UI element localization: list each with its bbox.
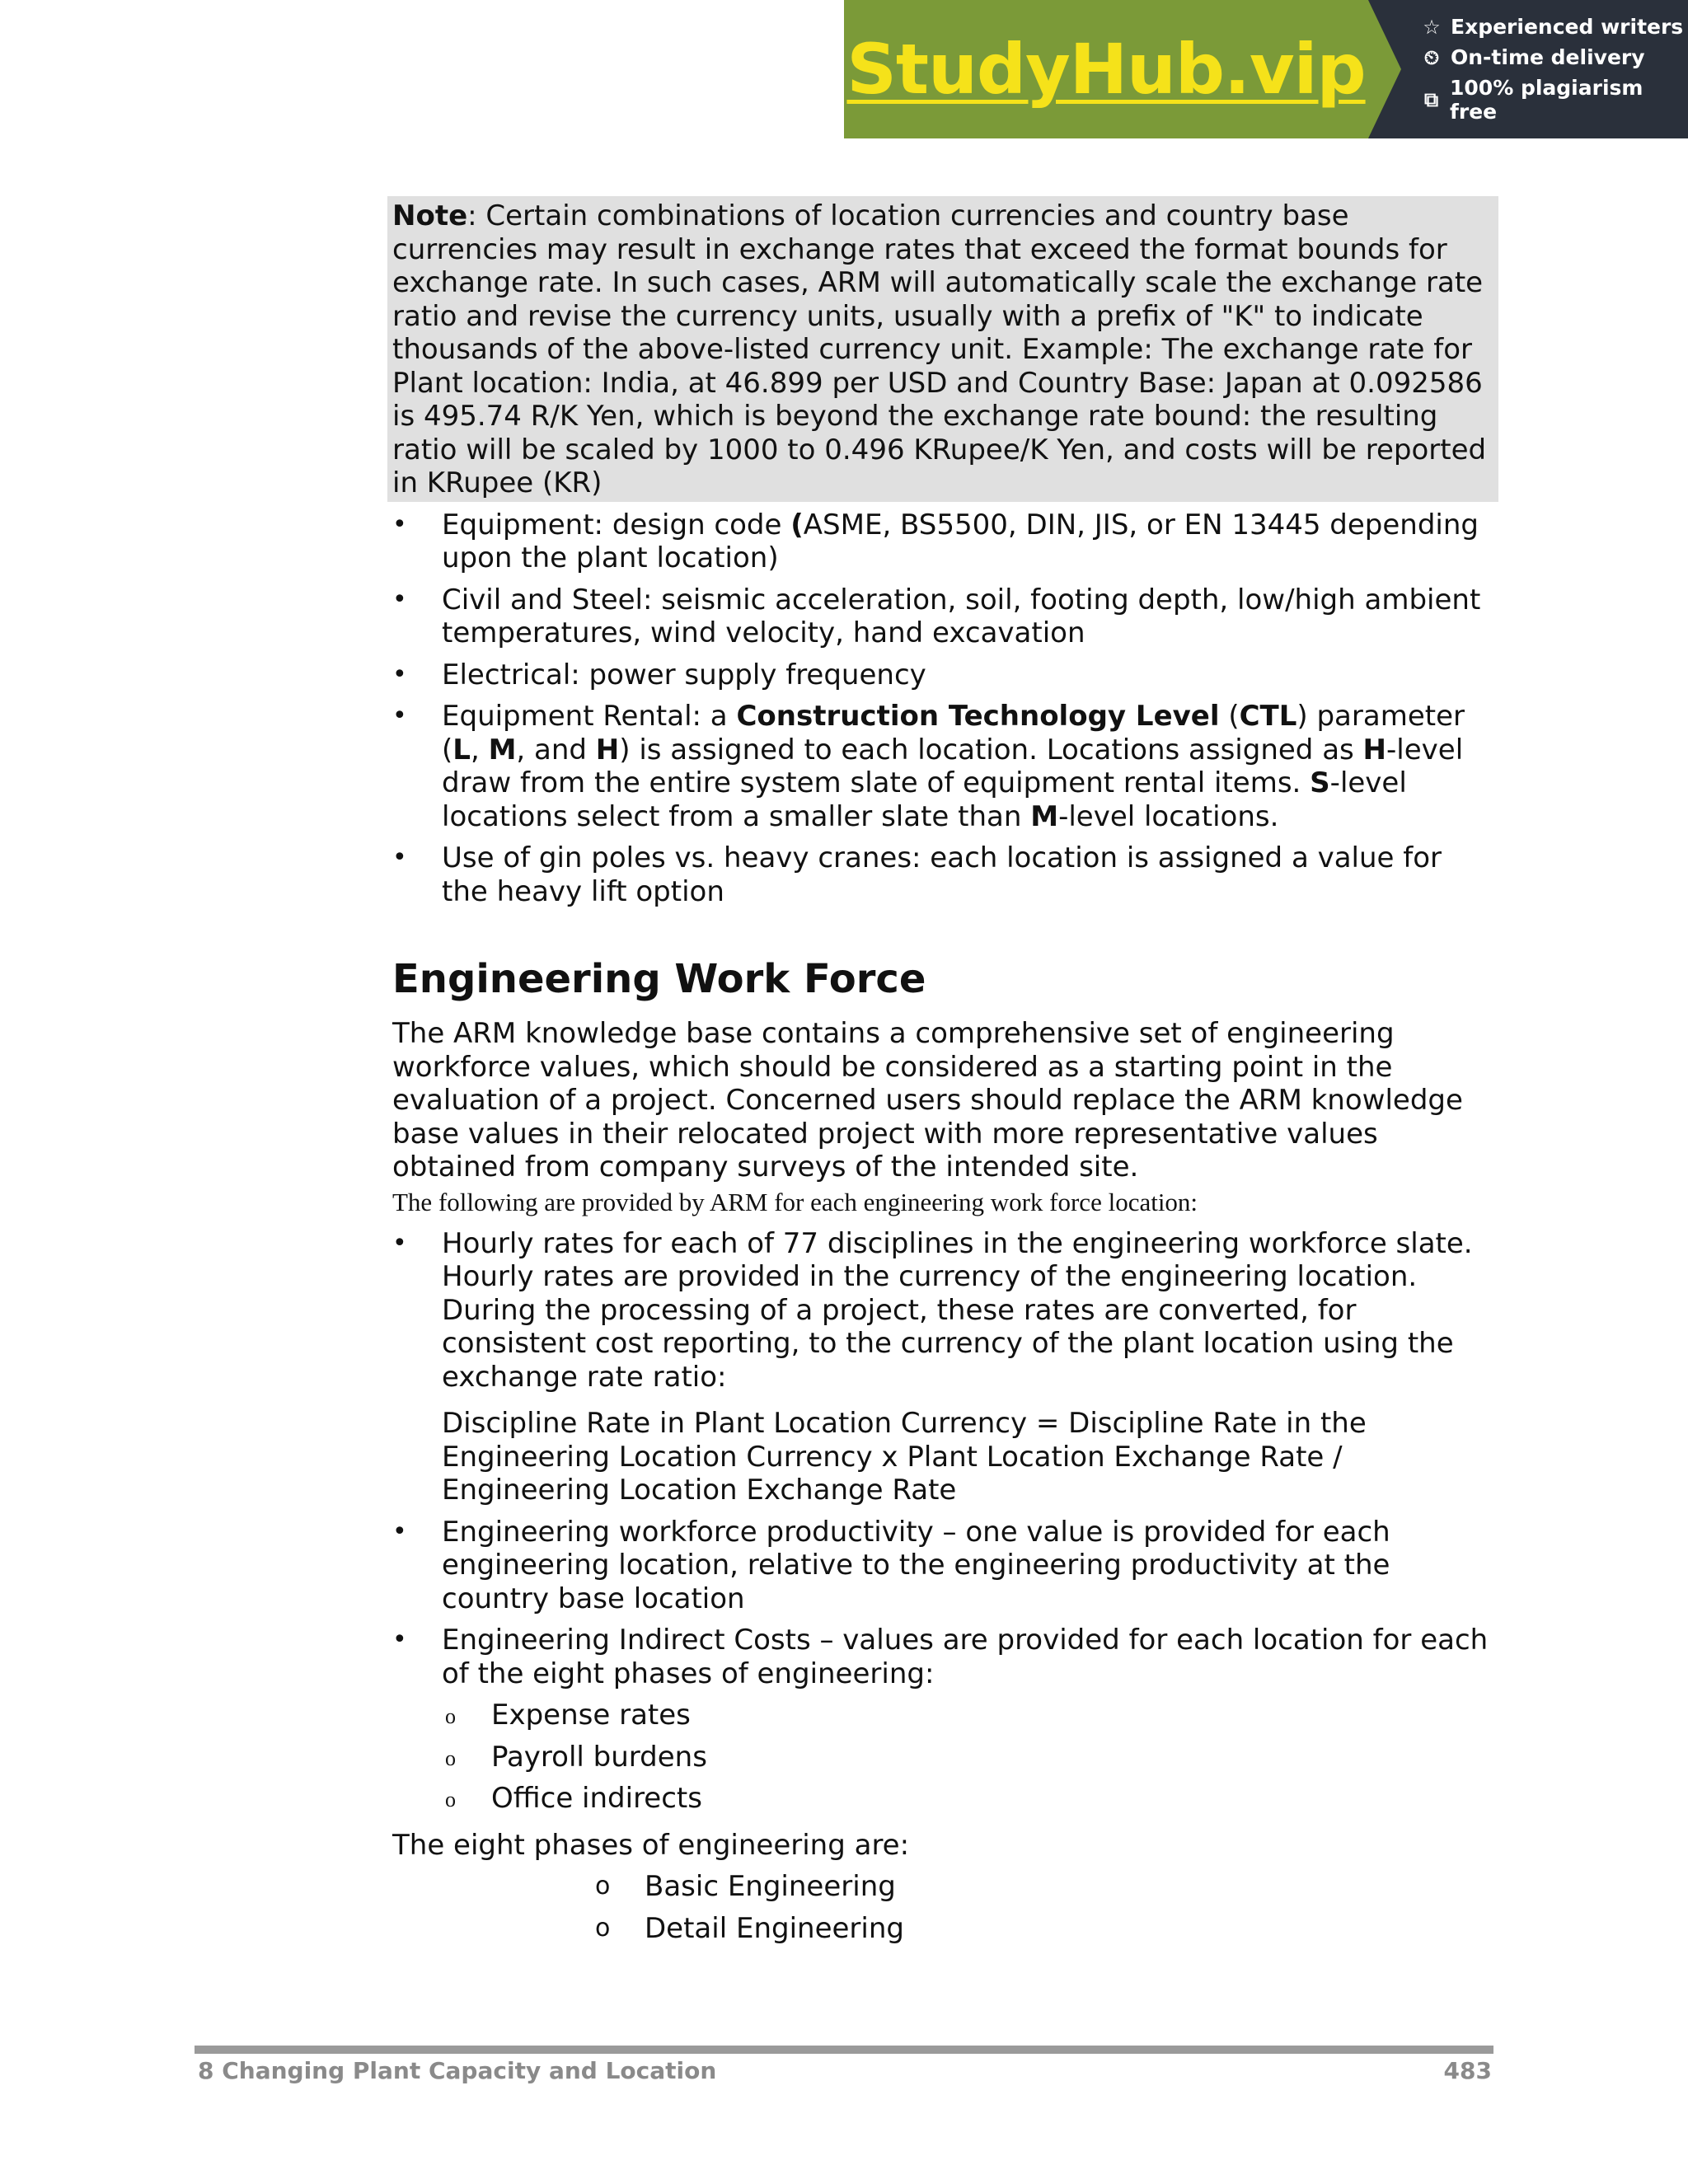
bullet-text: ) is assigned to each location. Locations assigned as: [619, 733, 1363, 766]
bullet-icon: •: [392, 1625, 407, 1654]
feature-label: 100% plagiarism free: [1450, 76, 1643, 124]
feature-label: On-time delivery: [1451, 45, 1645, 69]
footer-page-number: 483: [1443, 2057, 1492, 2084]
list-item: [392, 1699, 1493, 1732]
level-m: M: [488, 733, 517, 766]
studyhub-banner[interactable]: [844, 0, 1688, 138]
sub-item-text: Payroll burdens: [491, 1740, 707, 1774]
bullet-text: Hourly rates for each of 77 disciplines in the engineering workforce slate. Hourly rates are provided in the currency of the engineering location. During the processing of a project, these rates are converted, for consistent cost reporting, to the currency of the plant location using the exchange rate ratio:: [442, 1226, 1473, 1394]
footer-divider: [195, 2046, 1493, 2054]
level-m: M: [1030, 799, 1059, 833]
feature-experienced-writers: [1421, 15, 1688, 39]
circle-bullet-icon: o: [595, 1872, 611, 1900]
bullet-icon: •: [392, 1228, 407, 1258]
list-item: [392, 1741, 1493, 1774]
phases-list: [392, 1870, 1493, 1945]
bullet-text: Engineering Indirect Costs – values are provided for each location for each of the eight phases of engineering:: [442, 1624, 1489, 1690]
rate-formula: Discipline Rate in Plant Location Currency = Discipline Rate in the Engineering Location Currency x Plant Location Exchange Rate / Engineering Location Exchange Rate: [442, 1407, 1367, 1507]
level-h: H: [1362, 733, 1387, 766]
bullet-text: Engineering workforce productivity – one value is provided for each engineering location, relative to the engineering productivity at the country base location: [442, 1515, 1390, 1615]
bullet-icon: •: [392, 843, 407, 872]
brand-logo-box: [844, 0, 1368, 138]
list-item: [392, 1782, 1493, 1816]
note-box: [387, 196, 1498, 502]
list-item: [392, 509, 1493, 575]
sub-item-text: Expense rates: [491, 1699, 691, 1732]
list-item: [392, 1227, 1493, 1394]
circle-bullet-icon: o: [445, 1788, 456, 1811]
list-item: [392, 583, 1493, 650]
bullet-text: Equipment: design code: [442, 508, 791, 541]
brand-features: [1368, 0, 1688, 138]
list-item: [392, 1870, 1493, 1904]
section-intro: The ARM knowledge base contains a comprehensive set of engineering workforce values, which should be considered as a starting point in the evaluation of a project. Concerned users should replace the ARM knowledge base values in their relocated project with more representative values obtained from company surveys of the intended site.: [392, 1017, 1463, 1183]
provided-line: The following are provided by ARM for each engineering work force location:: [392, 1187, 1198, 1216]
list-item: [392, 841, 1493, 908]
note-label: Note: [392, 199, 468, 232]
bullet-text: ASME, BS5500, DIN, JIS, or EN 13445 depending upon the plant location): [442, 508, 1479, 574]
bullet-icon: •: [392, 659, 407, 689]
brand-name: StudyHub.vip: [846, 29, 1366, 110]
phase-text: Basic Engineering: [645, 1870, 896, 1903]
circle-bullet-icon: o: [445, 1704, 456, 1728]
clock-icon: ⏲: [1423, 45, 1440, 69]
ctl-term: Construction Technology Level: [736, 700, 1220, 733]
copy-icon: ⧉: [1423, 88, 1439, 111]
bullet-text: Civil and Steel: seismic acceleration, soil, footing depth, low/high ambient temperatures, wind velocity, hand excavation: [442, 583, 1481, 649]
sub-item-text: Office indirects: [491, 1782, 702, 1815]
phase-text: Detail Engineering: [645, 1911, 904, 1945]
phases-intro: The eight phases of engineering are:: [392, 1828, 910, 1862]
bullet-text: (: [1219, 700, 1240, 733]
list-item: [392, 1516, 1493, 1616]
indirect-cost-list: [392, 1699, 1493, 1816]
level-s: S: [1310, 766, 1330, 799]
bullet-text: -level draw from the entire system slate of equipment rental items.: [442, 733, 1464, 799]
bullet-text: , and: [516, 733, 596, 766]
list-item: [392, 700, 1493, 833]
circle-bullet-icon: o: [595, 1913, 611, 1943]
bullet-text: Use of gin poles vs. heavy cranes: each location is assigned a value for the heavy lift option: [442, 841, 1442, 908]
footer-chapter-title: 8 Changing Plant Capacity and Location: [198, 2057, 717, 2084]
bullet-icon: •: [392, 509, 407, 539]
star-icon: ☆: [1423, 15, 1441, 39]
list-item: [392, 658, 1493, 692]
bullet-text: ) parameter (: [442, 700, 1465, 766]
location-bullet-list: [392, 509, 1493, 909]
level-h: H: [595, 733, 620, 766]
circle-bullet-icon: o: [445, 1746, 456, 1770]
bullet-icon: •: [392, 701, 407, 730]
list-item: [392, 1624, 1493, 1690]
ctl-abbrev: CTL: [1239, 700, 1297, 733]
list-item: [392, 1912, 1493, 1946]
page-content: [392, 196, 1493, 1945]
section-heading: Engineering Work Force: [392, 956, 926, 1002]
level-l: L: [452, 733, 471, 766]
bullet-text: ,: [470, 733, 489, 766]
bullet-text: -level locations.: [1058, 799, 1279, 833]
feature-on-time-delivery: [1421, 45, 1688, 69]
feature-plagiarism-free: [1421, 76, 1688, 124]
bullet-text: -level locations select from a smaller slate than: [442, 766, 1407, 833]
bullet-icon: •: [392, 584, 407, 614]
note-text: : Certain combinations of location currencies and country base currencies may result in exchange rates that exceed the format bounds for exchange rate. In such cases, ARM will automatically scale the exchange rate ratio and revise the currency units, usually with a prefix of "K" to indicate thousands of the above-listed currency unit. Example: The exchange rate for Plant location: India, at 46.899 per USD and Country Base: Japan at 0.092586 is 495.74 R/K Yen, which is beyond the exchange rate bound: the resulting ratio will be scaled by 1000 to 0.496 KRupee/K Yen, and costs will be reported in KRupee (KR): [392, 199, 1487, 499]
feature-label: Experienced writers: [1451, 15, 1684, 39]
workforce-bullet-list: [392, 1227, 1493, 1394]
workforce-bullet-list-2: [392, 1516, 1493, 1691]
bullet-text-bold: (: [790, 508, 804, 541]
bullet-text: Equipment Rental: a: [442, 700, 737, 733]
bullet-text: Electrical: power supply frequency: [442, 658, 926, 691]
bullet-icon: •: [392, 1516, 407, 1546]
